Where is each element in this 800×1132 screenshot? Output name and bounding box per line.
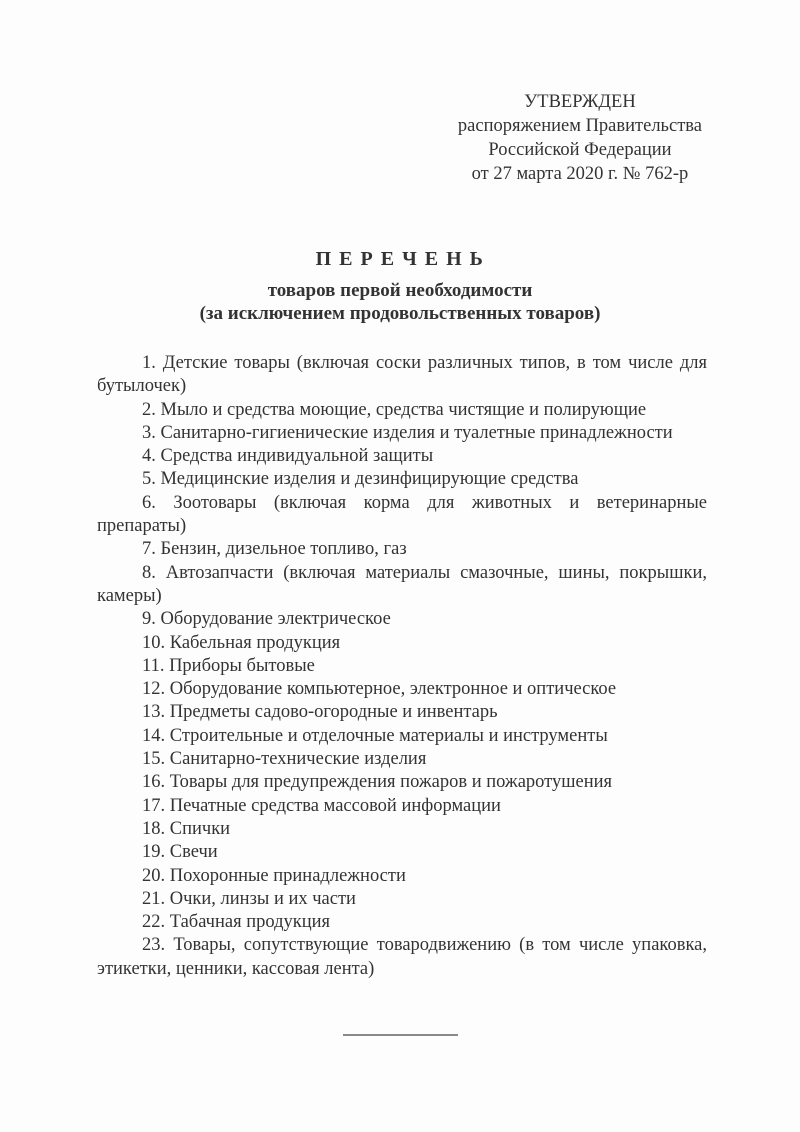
list-item: 15. Санитарно-технические изделия — [142, 749, 427, 770]
approval-block — [458, 90, 702, 186]
list-item: 21. Очки, линзы и их части — [142, 888, 356, 909]
list-item: 8. Автозапчасти (включая материалы смазочные, шины, покрышки, камеры) — [97, 562, 707, 606]
document-subtitle-line1: товаров первой необходимости — [267, 280, 533, 301]
list-item: 5. Медицинские изделия и дезинфицирующие средства — [142, 469, 579, 490]
items-list — [0, 352, 800, 981]
list-item: 22. Табачная продукция — [142, 912, 331, 933]
list-item: 12. Оборудование компьютерное, электронное и оптическое — [142, 679, 617, 700]
list-item: 16. Товары для предупреждения пожаров и пожаротушения — [142, 772, 613, 793]
list-item: 10. Кабельная продукция — [142, 632, 341, 653]
list-item: 9. Оборудование электрическое — [142, 609, 391, 630]
document-title: П Е Р Е Ч Е Н Ь — [315, 248, 485, 270]
list-item: 7. Бензин, дизельное топливо, газ — [142, 539, 407, 560]
list-item: 3. Санитарно-гигиенические изделия и туалетные принадлежности — [142, 422, 673, 443]
approval-line: распоряжением Правительства — [457, 116, 702, 136]
list-item: 18. Спички — [142, 818, 231, 839]
title-block — [0, 248, 800, 325]
document-subtitle-line2: (за исключением продовольственных товаров) — [199, 303, 601, 324]
list-item: 1. Детские товары (включая соски различных типов, в том числе для бутылочек) — [97, 353, 707, 397]
list-item: 13. Предметы садово-огородные и инвентарь — [142, 702, 498, 723]
list-item: 23. Товары, сопутствующие товародвижению (в том числе упаковка, этикетки, ценники, кассовая лента) — [97, 935, 707, 979]
list-item: 2. Мыло и средства моющие, средства чистящие и полирующие — [142, 399, 647, 420]
list-item: 14. Строительные и отделочные материалы и инструменты — [142, 725, 608, 746]
approval-line: УТВЕРЖДЕН — [524, 92, 636, 112]
list-item: 19. Свечи — [142, 842, 218, 863]
list-item: 11. Приборы бытовые — [142, 655, 315, 676]
list-item: 4. Средства индивидуальной защиты — [142, 446, 434, 467]
approval-line: Российской Федерации — [488, 140, 672, 160]
list-item: 6. Зоотовары (включая корма для животных и ветеринарные препараты) — [97, 492, 707, 537]
approval-line: от 27 марта 2020 г. № 762-р — [471, 164, 689, 184]
list-item: 20. Похоронные принадлежности — [142, 865, 406, 886]
end-of-document-rule — [343, 1034, 458, 1036]
list-item: 17. Печатные средства массовой информации — [142, 795, 501, 816]
